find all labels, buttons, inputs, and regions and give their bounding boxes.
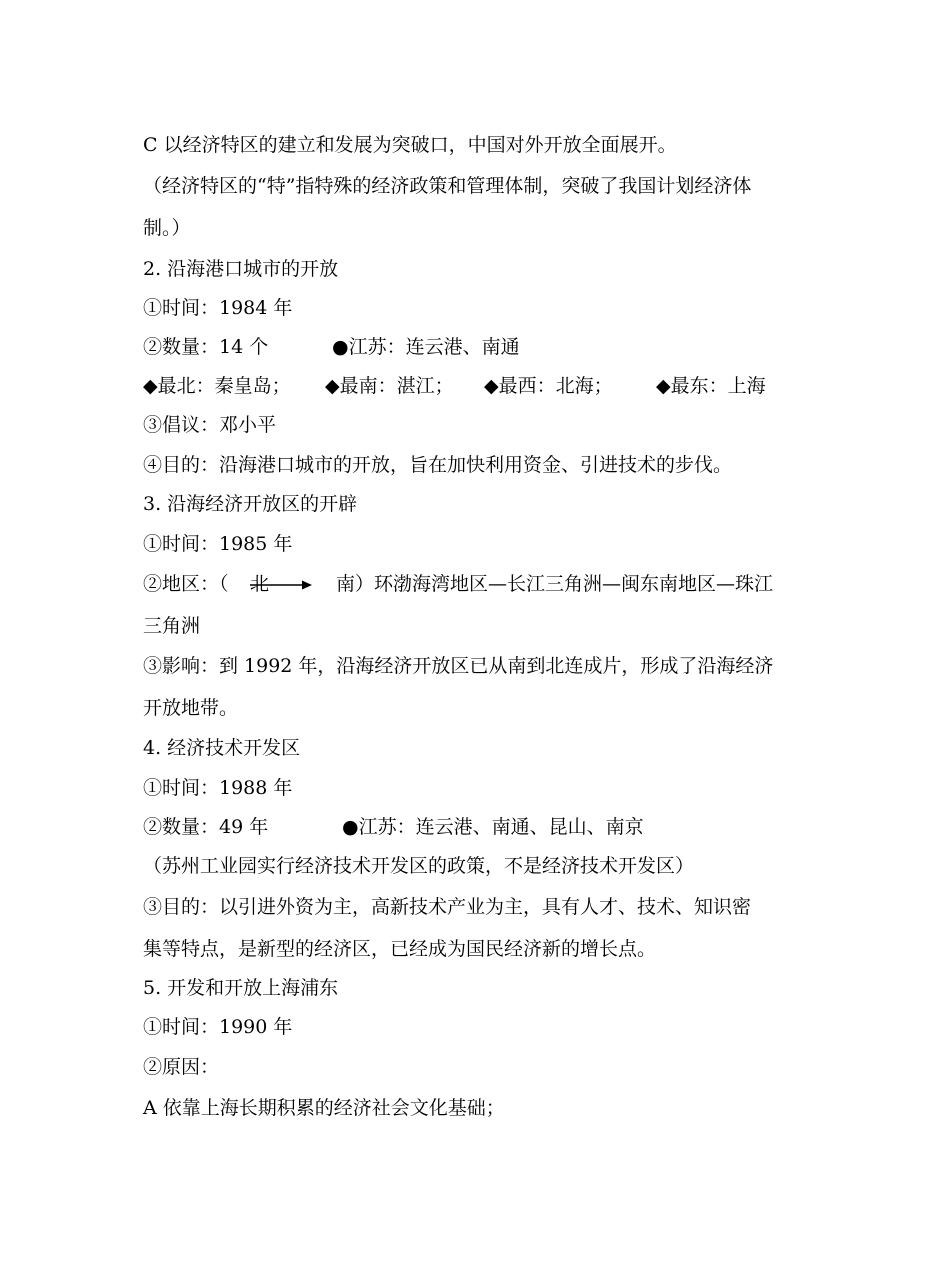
regions-label: ②地区：（ — [143, 573, 229, 595]
eastmost-port: ◆最东：上海 — [656, 375, 766, 397]
section-heading-pudong: 5. 开发和开放上海浦东 — [143, 977, 339, 999]
text-line-initiator: ③倡议：邓小平 — [143, 414, 277, 436]
text-line-regions-cont: 三角洲 — [143, 615, 201, 637]
jiangsu-tech-zones-label: ●江苏：连云港、南通、昆山、南京 — [342, 816, 644, 838]
north-label: 北 — [250, 573, 270, 595]
text-line-reasons: ②原因： — [143, 1056, 220, 1078]
jiangsu-ports-label: ●江苏：连云港、南通 — [332, 336, 520, 358]
text-line-time-1984: ①时间：1984 年 — [143, 297, 293, 319]
text-line-note-special-meaning: （经济特区的“特”指特殊的经济政策和管理体制，突破了我国计划经济体 — [143, 175, 752, 197]
text-line-suzhou-note: （苏州工业园实行经济技术开发区的政策，不是经济技术开发区） — [143, 855, 695, 877]
section-heading-tech-zones: 4. 经济技术开发区 — [143, 737, 301, 759]
count-label: ②数量：14 个 — [143, 336, 269, 358]
text-line-purpose-tech-zones-cont: 集等特点，是新型的经济区，已经成为国民经济新的增长点。 — [143, 938, 657, 960]
section-heading-open-economic-zones: 3. 沿海经济开放区的开辟 — [143, 493, 358, 515]
text-line-reason-a: A 依靠上海长期积累的经济社会文化基础； — [143, 1097, 505, 1119]
westmost-port: ◆最西：北海； — [484, 375, 613, 397]
tech-count-label: ②数量：49 年 — [143, 816, 269, 838]
text-line-purpose-tech-zones: ③目的：以引进外资为主，高新技术产业为主，具有人才、技术、知识密 — [143, 896, 752, 918]
text-line-impact: ③影响：到 1992 年，沿海经济开放区已从南到北连成片，形成了沿海经济 — [143, 655, 774, 677]
text-line-note-special-meaning-cont: 制。） — [143, 217, 191, 239]
text-line-impact-cont: 开放地带。 — [143, 697, 239, 719]
text-line-c-special-zones: C 以经济特区的建立和发展为突破口，中国对外开放全面展开。 — [143, 134, 677, 156]
north-to-south-arrow-icon — [250, 572, 312, 596]
northmost-port: ◆最北：秦皇岛； — [143, 375, 291, 397]
text-line-time-1988: ①时间：1988 年 — [143, 777, 293, 799]
southmost-port: ◆最南：湛江； — [325, 375, 454, 397]
section-heading-coastal-ports: 2. 沿海港口城市的开放 — [143, 258, 339, 280]
south-regions-text: 南）环渤海湾地区—长江三角洲—闽东南地区—珠江 — [336, 573, 774, 595]
text-line-purpose-ports: ④目的：沿海港口城市的开放，旨在加快利用资金、引进技术的步伐。 — [143, 454, 733, 476]
text-line-time-1985: ①时间：1985 年 — [143, 533, 293, 555]
text-line-time-1990: ①时间：1990 年 — [143, 1016, 293, 1038]
